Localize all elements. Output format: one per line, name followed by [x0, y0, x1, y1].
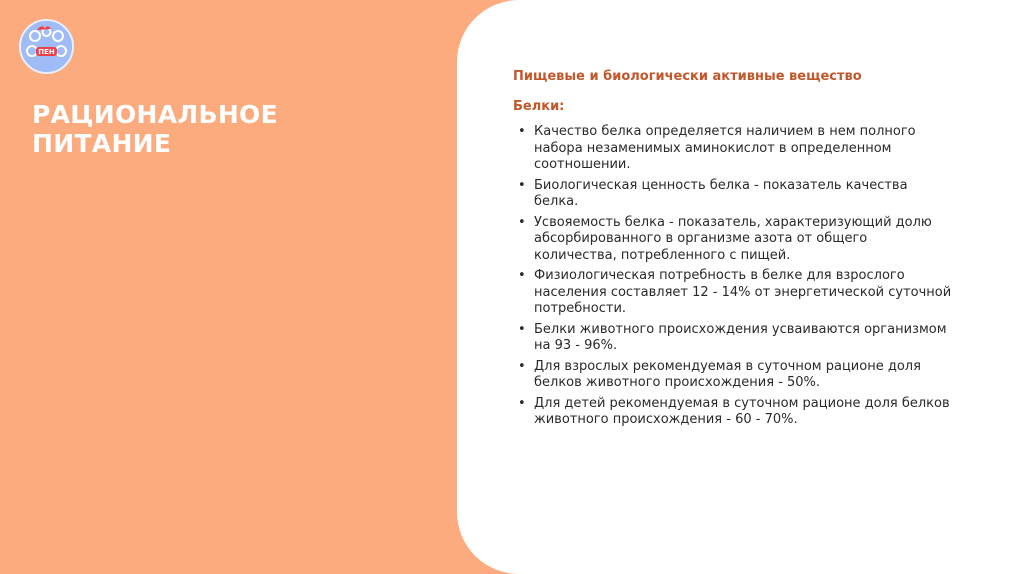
content-area: [513, 68, 953, 433]
content-heading: Пищевые и биологически активные вещество: [513, 69, 862, 84]
bullet-dot-icon: •: [518, 268, 526, 283]
slide-title: [32, 100, 432, 158]
bullet-text: Биологическая ценность белка - показатель качества белка.: [534, 177, 908, 209]
slide-title-line: РАЦИОНАЛЬНОЕ: [32, 100, 278, 129]
bullet-text: Для детей рекомендуемая в суточном рационе доля белков животного происхождения - 60 - 70%.: [534, 395, 950, 427]
bullet-text: Для взрослых рекомендуемая в суточном рационе доля белков животного происхождения - 50%.: [534, 358, 921, 390]
bullet-dot-icon: •: [518, 395, 526, 411]
bullet-text: Белки животного происхождения усваиваются организмом на 93 - 96%.: [534, 321, 947, 353]
bullet-text: Качество белка определяется наличием в нем полного набора незаменимых аминокислот в определенном соотношении.: [534, 124, 916, 172]
brain-logo-icon: [19, 19, 74, 74]
bullet-item: [513, 396, 953, 429]
bullet-list: [513, 124, 953, 429]
bullet-item: [513, 322, 953, 355]
bullet-item: [513, 359, 953, 392]
bullet-dot-icon: •: [518, 321, 526, 337]
bullet-item: [513, 178, 953, 211]
bullet-dot-icon: •: [518, 358, 526, 374]
slide-title-line: ПИТАНИЕ: [32, 129, 172, 158]
bullet-dot-icon: •: [518, 124, 526, 139]
bullet-item: [513, 215, 953, 265]
bullet-item: [513, 268, 953, 318]
logo-text: ПЕН: [38, 48, 55, 56]
bullet-text: Физиологическая потребность в белке для взрослого населения составляет 12 - 14% от энергетической суточной потребности.: [534, 268, 952, 316]
bullet-dot-icon: •: [518, 177, 526, 193]
bullet-dot-icon: •: [518, 214, 526, 230]
bullet-text: Усвояемость белка - показатель, характеризующий долю абсорбированного в организме азота от общего количества, потребленного с пищей.: [534, 214, 932, 263]
bullet-item: [513, 124, 953, 174]
section-subheading: Белки:: [513, 99, 565, 114]
